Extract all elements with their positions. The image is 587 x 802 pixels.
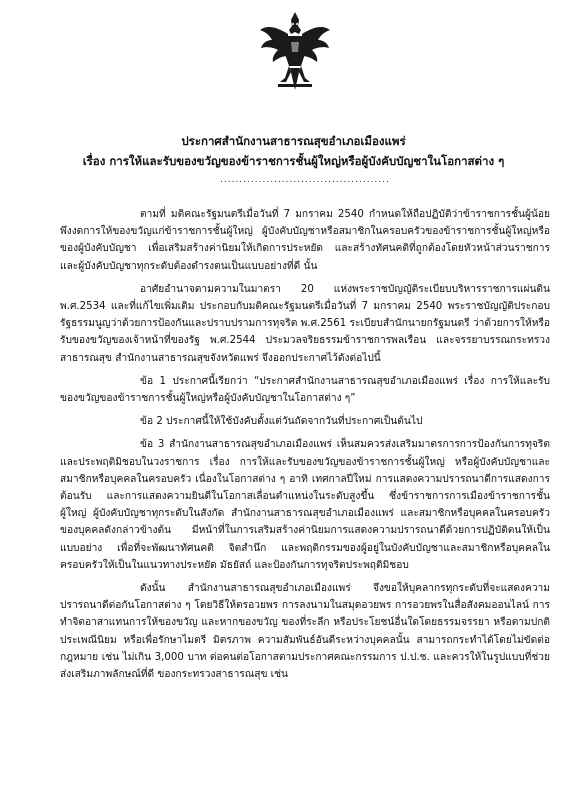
paragraph-authority: อาศัยอำนาจตามความในมาตรา 20 แห่งพระราชบัญญัติระเบียบบริหารราชการแผ่นดิน พ.ศ.2534 และที่แก้ไขเพิ่มเติม ประกอบกับมติคณะรัฐมนตรีเมื่อวันที่ 7 มกราคม 2540 พระราชบัญญัติประกอบรัฐธรรมนูญว่าด้วยการป้องกันและปราบปรามการทุจริต พ.ศ.2561 ระเบียบสำนักนายกรัฐมนตรี ว่าด้วยการให้หรือรับของขวัญของเจ้าหน้าที่ของรัฐ พ.ศ.2544 ประมวลจริยธรรมข้าราชการพลเรือน และจรรยาบรรณกระทรวงสาธารณสุข สำนักงานสาธารณสุขจังหวัดแพร่ จึงออกประกาศไว้ดังต่อไปนี้ [60,283,550,364]
paragraph-clause-1: ข้อ 1 ประกาศนี้เรียกว่า “ประกาศสำนักงานสาธารณสุขอำเภอเมืองแพร่ เรื่อง การให้และรับของขวัญของข้าราชการชั้นผู้ใหญ่หรือผู้บังคับบัญชาในโอกาสต่าง ๆ” [60,375,550,405]
announcement-body [60,206,550,689]
garuda-emblem-icon [258,10,332,92]
paragraph-clause-3: ข้อ 3 สำนักงานสาธารณสุขอำเภอเมืองแพร่ เห็นสมควรส่งเสริมมาตรการการป้องกันการทุจริตและประพฤติมิชอบในวงราชการ เรื่อง การให้และรับของขวัญของข้าราชการชั้นผู้ใหญ่ หรือผู้บังคับบัญชาและสมาชิกหรือบุคคลในครอบครัว เนื่องในโอกาสต่าง ๆ อาทิ เทศกาลปีใหม่ การแสดงความปรารถนาดีการแสดงการต้อนรับ และการแสดงความยินดีในโอกาสเลื่อนตำแหน่งในระดับสูงขึ้น ซึ่งข้าราชการการเมืองข้าราชการชั้นผู้ใหญ่ ผู้บังคับบัญชาทุกระดับในสังกัด สำนักงานสาธารณสุขอำเภอเมืองแพร่ และสมาชิกหรือบุคคลในครอบครัวของบุคคลดังกล่าวข้างต้น มีหน้าที่ในการเสริมสร้างค่านิยมการแสดงความปรารถนาดีด้วยการปฏิบัติตนให้เป็นแบบอย่าง เพื่อที่จะพัฒนาทัศนคติ จิตสำนึก และพฤติกรรมของผู้อยู่ในบังคับบัญชาและสมาชิกหรือบุคคลในครอบครัวให้เป็นในแนวทางประหยัด มัธยัสถ์ และป้องกันการทุจริตประพฤติมิชอบ [60,439,550,571]
title-separator: ............................................ [220,175,390,185]
paragraph-preamble: ตามที่ มติคณะรัฐมนตรีเมื่อวันที่ 7 มกราคม 2540 กำหนดให้ถือปฏิบัติว่าข้าราชการชั้นผู้น้อยพึงงดการให้ของขวัญแก่ข้าราชการชั้นผู้ใหญ่ ผู้บังคับบัญชาหรือสมาชิกในครอบครัวของข้าราชการชั้นผู้ใหญ่หรือของผู้บังคับบัญชา เพื่อเสริมสร้างค่านิยมให้เกิดการประหยัด และสร้างทัศนคติที่ถูกต้องโดยหัวหน้าส่วนราชการและผู้บังคับบัญชาทุกระดับต้องดำรงตนเป็นแบบอย่างที่ดี นั้น [60,209,550,272]
announcement-title: ประกาศสำนักงานสาธารณสุขอำเภอเมืองแพร่ [181,134,406,148]
paragraph-conclusion: ดังนั้น สำนักงานสาธารณสุขอำเภอเมืองแพร่ จึงขอให้บุคลากรทุกระดับที่จะแสดงความปรารถนาดีต่อกันโอกาสต่าง ๆ โดยวิธีให้ตรอวยพร การลงนามในสมุดอวยพร การอวยพรในสื่อสังคมออนไลน์ การทำจิตอาสาแทนการให้ของขวัญ และหากของขวัญ ของที่ระลึก หรือประโยชน์อื่นใดโดยธรรมจรรยา หรือตามปกติประเพณีนิยม หรือเพื่อรักษาไมตรี มิตรภาพ ความสัมพันธ์อันดีระหว่างบุคคลนั้น สามารถกระทำได้โดยไม่ขัดต่อกฎหมาย เช่น ไม่เกิน 3,000 บาท ต่อคนต่อโอกาสตามประกาศคณะกรรมการ ป.ป.ช. และควรให้ในรูปแบบที่ช่วยส่งเสริมภาพลักษณ์ที่ดี ของกระทรวงสาธารณสุข เช่น [60,583,550,681]
paragraph-clause-2: ข้อ 2 ประกาศนี้ให้ใช้บังคับตั้งแต่วันถัดจากวันที่ประกาศเป็นต้นไป [140,416,423,428]
announcement-subject: เรื่อง การให้และรับของขวัญของข้าราชการชั้นผู้ใหญ่หรือผู้บังคับบัญชาในโอกาสต่าง ๆ [82,154,505,168]
